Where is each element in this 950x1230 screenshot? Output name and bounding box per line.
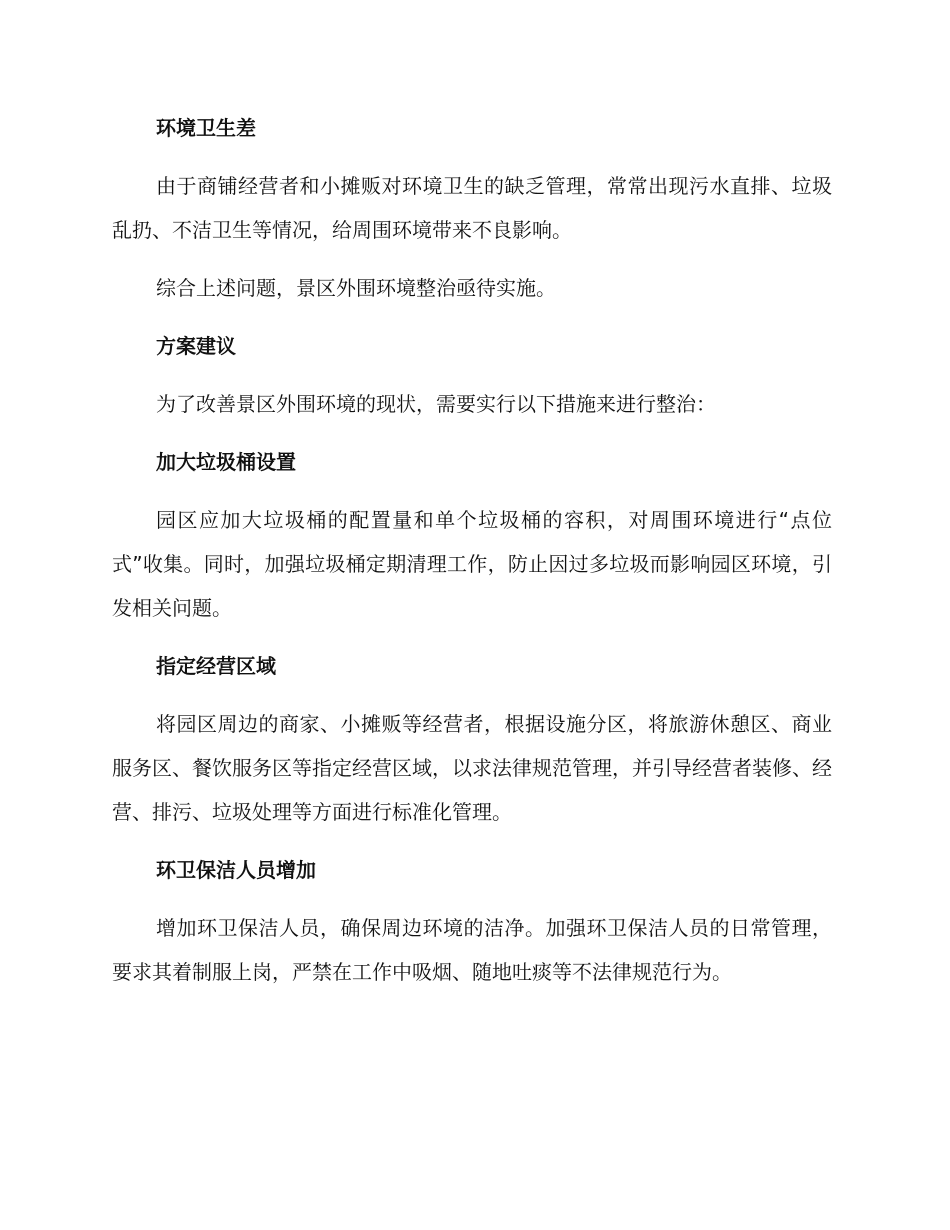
section-heading-business-zones: 指定经营区域 [156, 654, 276, 678]
paragraph-sanitation: 由于商铺经营者和小摊贩对环境卫生的缺乏管理，常常出现污水直排、垃圾乱扔、不洁卫生等情况，给周围环境带来不良影响。 [112, 174, 832, 242]
paragraph-proposal-intro: 为了改善景区外围环境的现状，需要实行以下措施来进行整治： [156, 392, 716, 416]
paragraph-trash-bins: 园区应加大垃圾桶的配置量和单个垃圾桶的容积，对周围环境进行“点位式”收集。同时，加强垃圾桶定期清理工作，防止因过多垃圾而影响园区环境，引发相关问题。 [112, 508, 832, 620]
paragraph-summary: 综合上述问题，景区外围环境整治亟待实施。 [156, 276, 556, 300]
paragraph-business-zones: 将园区周边的商家、小摊贩等经营者，根据设施分区，将旅游休憩区、商业服务区、餐饮服务区等指定经营区域，以求法律规范管理，并引导经营者装修、经营、排污、垃圾处理等方面进行标准化管理。 [112, 712, 832, 824]
section-heading-proposal: 方案建议 [156, 334, 236, 358]
section-heading-cleaning-staff: 环卫保洁人员增加 [156, 858, 316, 882]
document-page [112, 106, 832, 1008]
paragraph-cleaning-staff: 增加环卫保洁人员，确保周边环境的洁净。加强环卫保洁人员的日常管理，要求其着制服上岗，严禁在工作中吸烟、随地吐痰等不法律规范行为。 [112, 916, 832, 984]
section-heading-sanitation: 环境卫生差 [156, 116, 256, 140]
section-heading-trash-bins: 加大垃圾桶设置 [156, 450, 296, 474]
